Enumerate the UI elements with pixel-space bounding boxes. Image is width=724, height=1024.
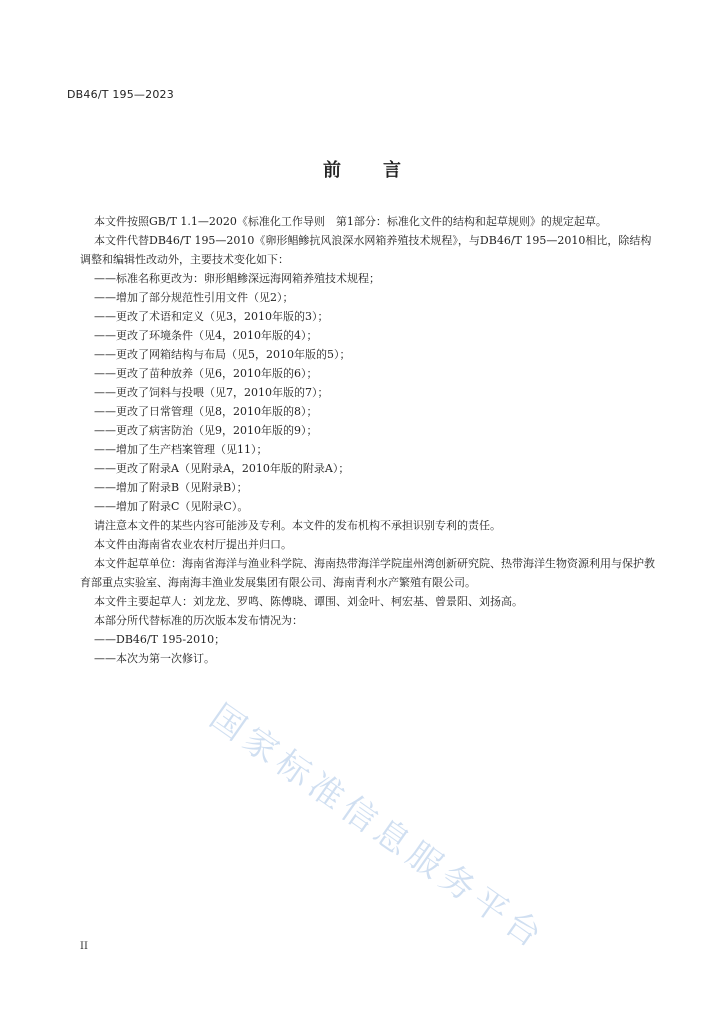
change-item: ——增加了附录C（见附录C）。 <box>94 500 249 513</box>
proposer-notice: 本文件由海南省农业农村厅提出并归口。 <box>94 538 292 551</box>
change-item: ——更改了附录A（见附录A，2010年版的附录A）； <box>94 462 350 475</box>
change-item: ——标准名称更改为：卵形鲳鲹深远海网箱养殖技术规程； <box>94 272 380 285</box>
change-item: ——增加了部分规范性引用文件（见2）； <box>94 291 294 304</box>
title-char-1: 前 <box>323 160 341 181</box>
change-item: ——更改了饲料与投喂（见7，2010年版的7）； <box>94 386 329 399</box>
patent-notice: 请注意本文件的某些内容可能涉及专利。本文件的发布机构不承担识别专利的责任。 <box>94 519 501 532</box>
paragraph-replacement: 本文件代替DB46/T 195—2010《卵形鲳鲹抗风浪深水网箱养殖技术规程》，与DB46/T 195—2010相比，除结构调整和编辑性改动外，主要技术变化如下： <box>80 234 652 266</box>
change-item: ——增加了附录B（见附录B）； <box>94 481 248 494</box>
history-item: ——DB46/T 195-2010； <box>94 633 226 646</box>
paragraph-drafting-rule: 本文件按照GB/T 1.1—2020《标准化工作导则 第1部分：标准化文件的结构和起草规则》的规定起草。 <box>94 215 607 228</box>
change-item: ——增加了生产档案管理（见11）； <box>94 443 268 456</box>
history-item: ——本次为第一次修订。 <box>94 652 215 665</box>
page-title <box>0 156 724 182</box>
drafters: 本文件主要起草人：刘龙龙、罗鸣、陈傅晓、谭围、刘金叶、柯宏基、曾景阳、刘扬高。 <box>94 595 523 608</box>
history-intro: 本部分所代替标准的历次版本发布情况为： <box>94 614 303 627</box>
change-item: ——更改了术语和定义（见3，2010年版的3）； <box>94 310 329 323</box>
change-item: ——更改了网箱结构与布局（见5，2010年版的5）； <box>94 348 351 361</box>
change-item: ——更改了环境条件（见4，2010年版的4）； <box>94 329 318 342</box>
document-code: DB46/T 195—2023 <box>67 88 174 101</box>
change-item: ——更改了病害防治（见9，2010年版的9）； <box>94 424 318 437</box>
document-body <box>80 212 662 668</box>
watermark: 国家标准信息服务平台 <box>202 696 554 959</box>
drafting-units: 本文件起草单位：海南省海洋与渔业科学院、海南热带海洋学院崖州湾创新研究院、热带海洋生物资源利用与保护教育部重点实验室、海南海丰渔业发展集团有限公司、海南青利水产繁殖有限公司。 <box>80 557 655 589</box>
page-number: II <box>80 941 88 952</box>
change-item: ——更改了日常管理（见8，2010年版的8）； <box>94 405 318 418</box>
change-item: ——更改了苗种放养（见6，2010年版的6）； <box>94 367 318 380</box>
title-char-2: 言 <box>383 160 401 181</box>
